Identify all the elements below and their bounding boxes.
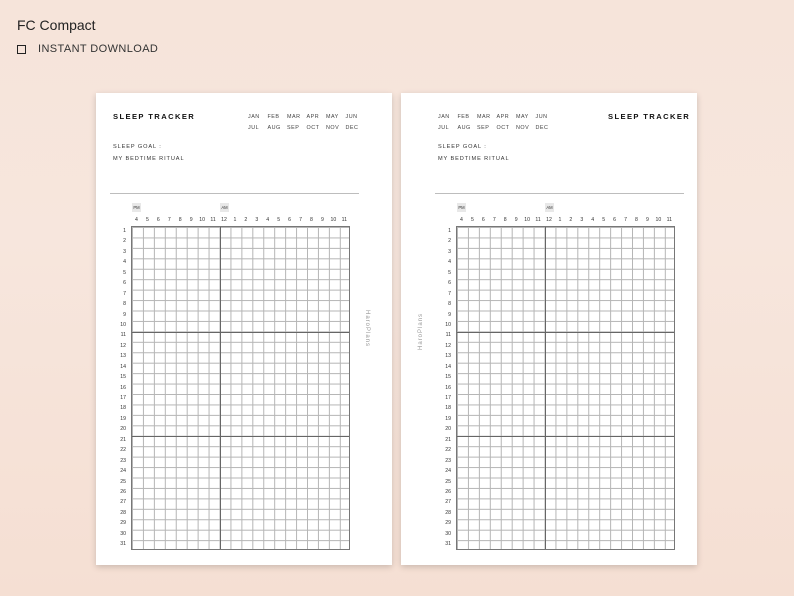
month-row-2 — [248, 125, 365, 131]
planner-page-left — [96, 93, 392, 565]
hour-label: 3 — [255, 217, 259, 223]
month-row-1 — [438, 114, 555, 120]
month-sep: SEP — [477, 125, 490, 131]
hour-label: 9 — [189, 217, 193, 223]
hour-label: 5 — [145, 217, 149, 223]
day-label: 23 — [445, 457, 451, 464]
hour-label: 6 — [613, 217, 617, 223]
hour-label: 10 — [330, 217, 337, 223]
sleep-tracker-title: SLEEP TRACKER — [113, 112, 196, 121]
divider-line — [110, 193, 359, 194]
day-label: 10 — [445, 321, 451, 328]
hour-label: 6 — [156, 217, 160, 223]
hour-label: 6 — [288, 217, 292, 223]
hour-label: 1 — [233, 217, 237, 223]
day-label: 15 — [120, 374, 126, 381]
month-jan: JAN — [248, 114, 260, 120]
month-jan: JAN — [438, 114, 450, 120]
hour-label: 10 — [524, 217, 530, 223]
bedtime-ritual-label: MY BEDTIME RITUAL — [113, 156, 185, 162]
day-label: 5 — [448, 269, 451, 276]
hour-label: 8 — [635, 217, 638, 223]
day-column — [112, 226, 126, 550]
hour-label: 5 — [277, 217, 281, 223]
product-title: FC Compact — [17, 17, 96, 33]
day-label: 17 — [120, 395, 126, 401]
month-jul: JUL — [248, 125, 260, 131]
month-oct: OCT — [306, 125, 320, 131]
day-label: 28 — [120, 509, 126, 516]
pm-label: PM — [458, 205, 465, 210]
hour-label: 12 — [546, 217, 552, 223]
month-selector — [438, 114, 555, 131]
am-label: AM — [546, 205, 553, 210]
day-column — [437, 226, 451, 550]
hour-header — [131, 217, 350, 223]
hour-label: 4 — [591, 217, 595, 223]
day-label: 14 — [445, 363, 451, 370]
month-mar: MAR — [477, 114, 491, 120]
hour-label: 4 — [135, 217, 138, 223]
day-label: 14 — [120, 363, 126, 370]
day-label: 8 — [448, 301, 451, 308]
hour-label: 12 — [221, 217, 227, 223]
day-label: 25 — [445, 478, 451, 485]
day-label: 1 — [123, 228, 126, 234]
hour-label: 7 — [492, 217, 496, 223]
month-jul: JUL — [438, 125, 450, 131]
day-label: 2 — [123, 238, 126, 245]
day-label: 16 — [120, 384, 126, 391]
day-label: 28 — [445, 509, 451, 516]
day-label: 11 — [445, 332, 451, 339]
hour-label: 1 — [558, 217, 562, 223]
day-label: 3 — [123, 248, 126, 255]
day-label: 17 — [445, 395, 451, 401]
month-mar: MAR — [287, 114, 301, 120]
month-row-2 — [438, 125, 555, 131]
month-may: MAY — [516, 114, 529, 120]
day-label: 12 — [120, 342, 126, 349]
month-sep: SEP — [287, 125, 300, 131]
hour-label: 5 — [470, 217, 474, 223]
hour-label: 11 — [666, 217, 672, 223]
day-label: 30 — [120, 530, 126, 537]
day-label: 27 — [120, 499, 126, 506]
month-feb: FEB — [267, 114, 280, 120]
day-label: 26 — [445, 488, 451, 495]
day-label: 18 — [120, 405, 126, 412]
watermark-text: HaroPlans — [418, 312, 424, 350]
day-label: 15 — [445, 374, 451, 381]
day-label: 1 — [448, 228, 451, 234]
day-label: 9 — [448, 311, 451, 318]
day-label: 6 — [123, 280, 126, 287]
month-jun: JUN — [535, 114, 548, 120]
hour-label: 6 — [481, 217, 485, 223]
day-label: 24 — [120, 468, 126, 475]
day-label: 7 — [123, 290, 126, 297]
pm-label: PM — [133, 205, 140, 210]
planner-page-right — [401, 93, 697, 565]
day-label: 8 — [123, 301, 126, 308]
hour-label: 3 — [580, 217, 584, 223]
day-label: 20 — [120, 426, 126, 433]
day-label: 18 — [445, 405, 451, 412]
month-nov: NOV — [516, 125, 530, 131]
instant-download-label: INSTANT DOWNLOAD — [38, 43, 159, 55]
month-row-1 — [248, 114, 365, 120]
day-label: 21 — [445, 436, 451, 443]
month-nov: NOV — [326, 125, 340, 131]
month-oct: OCT — [496, 125, 510, 131]
hour-label: 4 — [266, 217, 270, 223]
hour-label: 10 — [199, 217, 205, 223]
hour-label: 11 — [341, 217, 347, 223]
bedtime-ritual-label: MY BEDTIME RITUAL — [438, 156, 510, 162]
day-label: 6 — [448, 280, 451, 287]
day-label: 2 — [448, 238, 451, 245]
hour-label: 7 — [624, 217, 627, 223]
day-label: 3 — [448, 248, 451, 255]
month-jun: JUN — [345, 114, 358, 120]
hour-label: 2 — [569, 217, 573, 223]
month-aug: AUG — [457, 125, 471, 131]
sleep-grid — [131, 226, 350, 550]
day-label: 29 — [120, 520, 126, 527]
am-label: AM — [221, 205, 228, 210]
hour-label: 10 — [655, 217, 662, 223]
sleep-goal-label: SLEEP GOAL : — [113, 144, 162, 150]
checkbox-icon — [17, 45, 26, 54]
day-label: 10 — [120, 321, 126, 328]
hour-label: 7 — [167, 217, 171, 223]
month-dec: DEC — [535, 125, 549, 131]
sleep-goal-label: SLEEP GOAL : — [438, 144, 487, 150]
day-label: 22 — [120, 447, 126, 454]
month-apr: APR — [306, 114, 320, 120]
hour-header — [456, 217, 675, 223]
hour-label: 8 — [178, 217, 182, 223]
day-label: 30 — [445, 530, 451, 537]
day-label: 24 — [445, 468, 451, 475]
hour-label: 9 — [514, 217, 518, 223]
divider-line — [435, 193, 684, 194]
day-label: 5 — [123, 269, 126, 276]
day-label: 31 — [120, 541, 126, 548]
day-label: 4 — [123, 259, 126, 266]
hour-label: 5 — [602, 217, 606, 223]
month-selector — [248, 114, 365, 131]
day-label: 31 — [445, 541, 451, 548]
day-label: 4 — [448, 259, 451, 266]
day-label: 22 — [445, 447, 451, 454]
instant-download-row — [17, 43, 158, 55]
sleep-grid — [456, 226, 675, 550]
day-label: 29 — [445, 520, 451, 527]
month-apr: APR — [496, 114, 510, 120]
hour-label: 7 — [299, 217, 302, 223]
day-label: 27 — [445, 499, 451, 506]
day-label: 13 — [120, 353, 126, 360]
day-label: 19 — [120, 415, 126, 422]
hour-label: 9 — [320, 217, 324, 223]
hour-label: 8 — [503, 217, 507, 223]
month-aug: AUG — [267, 125, 281, 131]
sleep-tracker-title: SLEEP TRACKER — [608, 112, 691, 121]
day-label: 19 — [445, 415, 451, 422]
month-feb: FEB — [457, 114, 470, 120]
day-label: 25 — [120, 478, 126, 485]
day-label: 26 — [120, 488, 126, 495]
month-dec: DEC — [345, 125, 359, 131]
day-label: 11 — [120, 332, 126, 339]
day-label: 23 — [120, 457, 126, 464]
day-label: 13 — [445, 353, 451, 360]
hour-label: 2 — [244, 217, 248, 223]
day-label: 9 — [123, 311, 126, 318]
month-may: MAY — [326, 114, 339, 120]
day-label: 12 — [445, 342, 451, 349]
hour-label: 8 — [310, 217, 313, 223]
hour-label: 4 — [460, 217, 463, 223]
day-label: 20 — [445, 426, 451, 433]
hour-label: 11 — [210, 217, 216, 223]
watermark-text: HaroPlans — [364, 310, 370, 348]
hour-label: 9 — [645, 217, 649, 223]
day-label: 21 — [120, 436, 126, 443]
day-label: 16 — [445, 384, 451, 391]
day-label: 7 — [448, 290, 451, 297]
hour-label: 11 — [535, 217, 541, 223]
